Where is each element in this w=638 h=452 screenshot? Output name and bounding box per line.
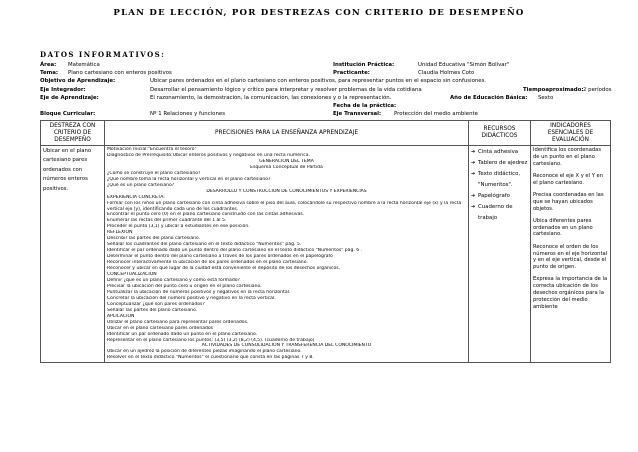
precision-line: REFLEXIÓN bbox=[107, 230, 133, 236]
precision-line: Diagnóstico de Prerrequisito:Ubicar enteros positivos y negativos en una recta numérica. bbox=[107, 152, 310, 158]
eje-aprendizaje-label: Eje de Aprendizaje: bbox=[40, 94, 99, 101]
page-title: PLAN DE LECCIÓN, POR DESTREZAS CON CRITERIO DE DESEMPEÑO bbox=[113, 8, 525, 18]
recurso-item bbox=[471, 169, 528, 191]
precision-line: Encontrar el punto cero (0) en el plano cartesiano construido con las cintas adhesivas. bbox=[107, 212, 305, 218]
fecha-label: Fecha de la práctica: bbox=[333, 102, 397, 109]
precision-line: ¿Qué es un plano cartesiano? bbox=[107, 182, 175, 188]
precision-line: Reconocer interactivamente la ubicación de los pares ordenados en el plano cartesiano. bbox=[107, 260, 308, 266]
precision-line: Motivación Inicial:"Encuentra el tesoro" bbox=[107, 147, 197, 152]
indicador-item: Identifica los coordenadas de un punto en el plano cartesiano. bbox=[533, 147, 602, 167]
indicador-item: Precisa coordenadas en las que se hayan ubicados objetos. bbox=[533, 191, 604, 212]
table-header-row bbox=[41, 121, 611, 146]
precision-line: Conceptualizar ¿qué son pares ordenados? bbox=[107, 301, 205, 307]
precision-heading: GENERACIÓN DEL TEMA bbox=[259, 158, 314, 164]
section-title: DATOS INFORMATIVOS: bbox=[40, 50, 166, 59]
precision-line: Resolver en el texto didáctico "Numeritos" el cuestionario que consta en las páginas 7 y 8. bbox=[107, 355, 314, 361]
arrow-bullet-icon: ➔ bbox=[471, 160, 476, 166]
table-row bbox=[41, 146, 611, 363]
practicante-value: Claudia Holmes Coto bbox=[418, 70, 475, 77]
objetivo-label: Objetivo de Aprendizaje: bbox=[40, 78, 116, 85]
destreza-cell: Ubicar en el plano cartesiano pares ordenados con números enteros positivos. bbox=[41, 146, 105, 363]
precision-line: Identificar un par ordenado dado un punto en el plano cartesiano. bbox=[107, 331, 258, 337]
recurso-item bbox=[471, 191, 528, 202]
transversal-label: Eje Transversal: bbox=[333, 111, 382, 118]
recurso-item bbox=[471, 202, 528, 224]
precision-line: Proceder el punto (3,1) y ubicar a estudiantes en ese posición. bbox=[107, 224, 250, 230]
header-indicadores: INDICADORES ESENCIALES DE EVALUACIÓN bbox=[531, 121, 611, 146]
indicador-item: Expresa la importancia de la correcta ubicación de los desechos orgánicos para la protección del medio ambiente bbox=[533, 276, 608, 310]
recurso-label: Tablero de ajedrez bbox=[478, 160, 528, 166]
precision-line: Definir ¿qué es un plano cartesiano y cómo está formado? bbox=[107, 277, 240, 283]
precision-line: CONCEPTUALIZACIÓN bbox=[107, 272, 157, 278]
precision-line: EXPERIENCIA CONCRETA: bbox=[107, 194, 165, 200]
practicante-label: Practicante: bbox=[333, 70, 370, 77]
precision-line: Ubicar en el plano cartesiano pares ordenados bbox=[107, 325, 214, 331]
eje-aprendizaje-value: El razonamiento, la demostración, la comunicación, las conexiones y o la representación. bbox=[150, 94, 392, 101]
precision-line: Determinar el punto dentro del plano cartesiano a través de los pares ordenados en el papelógrafo bbox=[107, 254, 333, 260]
precision-line: Utilizar el plano cartesiano para representar pares ordenados. bbox=[107, 319, 249, 325]
recurso-item bbox=[471, 158, 528, 169]
anio-label: Año de Educación Básica: bbox=[450, 94, 528, 101]
indicador-item: Reconoce el eje X y el Y en el plano cartesiano. bbox=[533, 172, 603, 186]
header-recursos: RECURSOS DIDÁCTICOS bbox=[469, 121, 531, 146]
precision-line: Identificar el par ordenado dado un punto dentro del plano cartesiano en el texto didáctico "Numeritos" pág. 6 . bbox=[107, 248, 363, 254]
objetivo-value: Ubicar pares ordenados en el plano cartesiano con enteros positivos, para representar puntos en el espacio sin confusiones. bbox=[150, 78, 487, 85]
precision-line: Enumerar las rectas del primer cuadrante del 1 al 5. bbox=[107, 218, 227, 224]
indicadores-cell bbox=[531, 146, 611, 363]
anio-value: Sexto bbox=[538, 94, 554, 101]
area-label: Área: bbox=[40, 62, 57, 68]
recurso-label: Papelógrafo bbox=[478, 193, 510, 199]
precisiones-cell bbox=[105, 146, 469, 363]
area-value: Matemática bbox=[68, 62, 100, 68]
tema-label: Tema: bbox=[40, 70, 59, 77]
precision-line: Formar con los niños un plano cartesiano con cinta adhesiva sobre el piso del aula, colocándole su respectivo nombre a la recta horizontal eje (x) y la recta vertical eje (y), identificando cada uno de los cuadrantes. bbox=[107, 200, 462, 212]
info-block bbox=[40, 61, 610, 118]
integrador-value: Desarrollar el pensamiento lógico y crítico para interpretar y resolver problemas de la vida cotidiana bbox=[150, 86, 422, 93]
precision-heading: ACTIVIDADES DE CONSOLIDACIÓN Y TRANSFERENCIA DEL CONOCIMIENTO bbox=[201, 343, 372, 349]
precision-line: APLICACIÓN bbox=[107, 313, 135, 319]
precision-heading: DESARROLLO Y CONSTRUCCIÓN DE CONOCIMIENTOS Y EXPERIENCIAS bbox=[206, 188, 367, 194]
indicador-item: Reconoce el orden de los números en el eje horizontal y en el eje vertical, desde el punto de origen. bbox=[533, 243, 608, 271]
recurso-label: Cuaderno de trabajo bbox=[478, 204, 513, 221]
header-precisiones: PRECISIONES PARA LA ENSEÑANZA APRENDIZAJE bbox=[105, 121, 469, 146]
tiempo-label: Tiempoaproximado: bbox=[523, 86, 584, 93]
precision-line: ¿Qué nombre toma la recta horizontal y vertical en el plano cartesiano? bbox=[107, 176, 271, 182]
precision-line: Precisar la ubicación del punto cero u origen en el plano cartesiano. bbox=[107, 283, 262, 289]
precision-line: Ubicar en un ajedrez la posición de diferentes piezas imaginando el plano cartesiano. bbox=[107, 349, 302, 355]
lesson-table bbox=[40, 120, 611, 363]
tema-value: Plano cartesiano con enteros positivos bbox=[68, 70, 172, 77]
precision-line: Señalar los cuadrantes del plano cartesiano en el texto didáctico "Numeritos" pág. 5. bbox=[107, 242, 302, 248]
tiempo-value: 2 períodos bbox=[583, 86, 612, 93]
arrow-bullet-icon: ➔ bbox=[471, 149, 476, 155]
bloque-label: Bloque Curricular: bbox=[40, 111, 96, 118]
recurso-item bbox=[471, 147, 528, 158]
precision-heading: Esquema Conceptual de Partida bbox=[250, 164, 323, 170]
header-destreza: DESTREZA CON CRITERIO DE DESEMPEÑO bbox=[41, 121, 105, 146]
precision-line: Puntualizar la ubicación de números positivos y negativos en la recta horizontal. bbox=[107, 289, 291, 295]
arrow-bullet-icon: ➔ bbox=[471, 193, 476, 199]
arrow-bullet-icon: ➔ bbox=[471, 204, 476, 210]
indicador-item: Ubica diferentes pares ordenados en un plano cartesiano. bbox=[533, 217, 593, 238]
integrador-label: Eje Integrador: bbox=[40, 86, 86, 93]
arrow-bullet-icon: ➔ bbox=[471, 171, 476, 177]
recurso-label: Texto didáctico, "Numeritos". bbox=[478, 171, 521, 188]
bloque-value: Nº 1 Relaciones y funciones bbox=[150, 111, 225, 118]
recursos-cell bbox=[469, 146, 531, 363]
precision-line: Reconocer y ubicar en qué lugar de la ciudad está conveniente el depósito de los desechos orgánicos. bbox=[107, 266, 341, 272]
institucion-value: Unidad Educativa "Simón Bolívar" bbox=[418, 62, 510, 68]
precision-line: Señalar las partes del plano cartesiano. bbox=[107, 307, 198, 313]
transversal-value: Protección del medio ambiente bbox=[394, 111, 478, 118]
precision-line: Describir las partes del plano cartesiano. bbox=[107, 236, 201, 242]
precision-line: Representar en el plano cartesiano los puntos: (3,5) (3,2) (8,2) (4,5). (cuaderno de trabajo) bbox=[107, 337, 315, 343]
precision-line: ¿Cómo se construye el plano cartesiano? bbox=[107, 170, 201, 176]
recurso-label: Cinta adhesiva bbox=[478, 149, 519, 155]
precision-line: Concretar la ubicación del número positivo y negativo en la recta vertical. bbox=[107, 295, 276, 301]
institucion-label: Institución Práctica: bbox=[333, 62, 395, 68]
